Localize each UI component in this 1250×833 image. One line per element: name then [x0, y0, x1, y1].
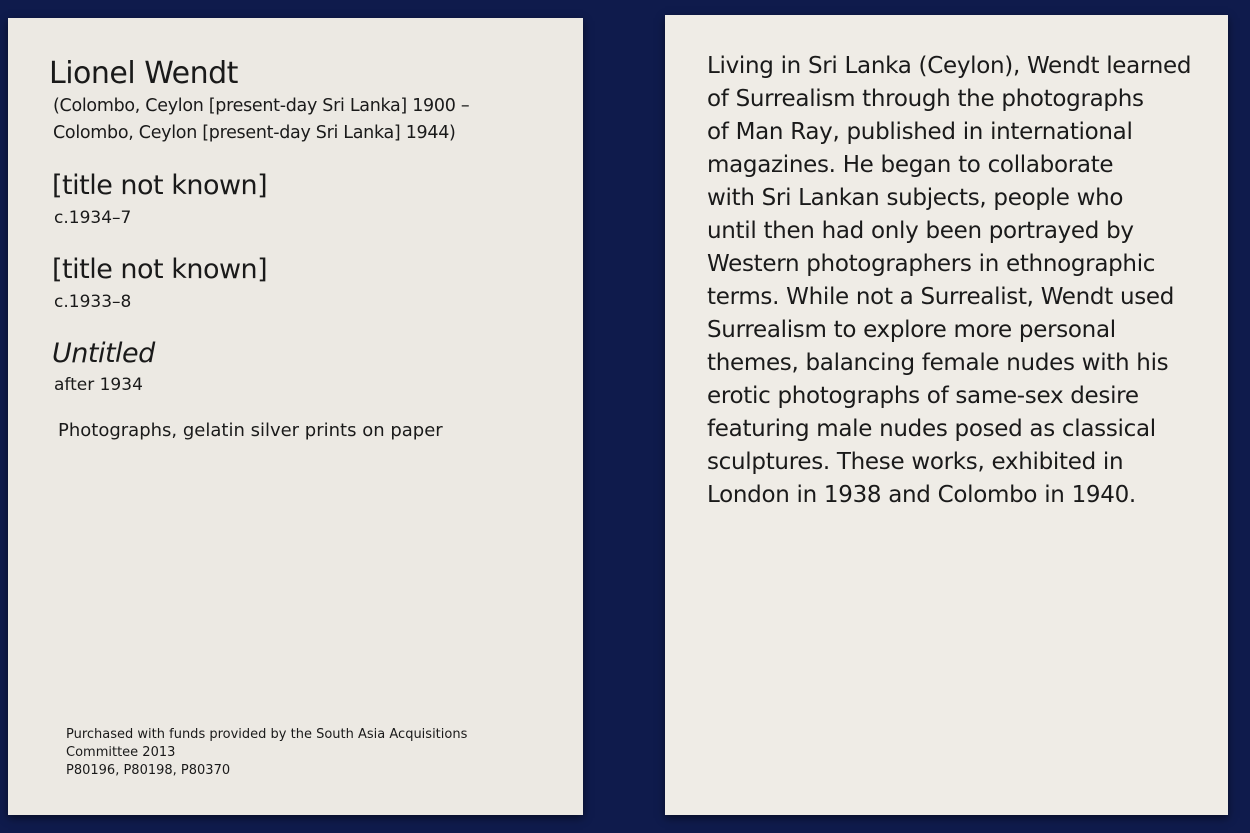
- artist-life-line: (Colombo, Ceylon [present-day Sri Lanka] 1900 –: [53, 96, 470, 116]
- body-text-line: of Man Ray, published in international: [707, 119, 1133, 145]
- credit-line: Purchased with funds provided by the South Asia Acquisitions: [66, 727, 468, 742]
- work-title: Untitled: [52, 338, 155, 369]
- work-date: c.1933–8: [54, 292, 132, 312]
- body-text-line: Living in Sri Lanka (Ceylon), Wendt learned: [707, 53, 1192, 79]
- interpretive-text-card: [665, 15, 1228, 815]
- body-text-line: erotic photographs of same-sex desire: [707, 383, 1139, 409]
- artwork-label-card: [8, 18, 583, 815]
- body-text-line: Surrealism to explore more personal: [707, 317, 1116, 343]
- body-text-line: featuring male nudes posed as classical: [707, 416, 1156, 442]
- body-text-line: London in 1938 and Colombo in 1940.: [707, 482, 1136, 508]
- work-title: [title not known]: [52, 170, 268, 201]
- body-text-line: themes, balancing female nudes with his: [707, 350, 1169, 376]
- accession-numbers: P80196, P80198, P80370: [66, 763, 231, 778]
- work-date: c.1934–7: [54, 208, 132, 228]
- body-text-line: sculptures. These works, exhibited in: [707, 449, 1124, 475]
- work-date: after 1934: [54, 375, 143, 395]
- body-text-line: magazines. He began to collaborate: [707, 152, 1114, 178]
- credit-line: Committee 2013: [66, 745, 176, 760]
- body-text-line: with Sri Lankan subjects, people who: [707, 185, 1124, 211]
- medium: Photographs, gelatin silver prints on paper: [58, 420, 443, 441]
- artist-name: Lionel Wendt: [49, 56, 238, 91]
- body-text-line: until then had only been portrayed by: [707, 218, 1134, 244]
- work-title: [title not known]: [52, 254, 268, 285]
- artist-life-line: Colombo, Ceylon [present-day Sri Lanka] 1944): [53, 123, 456, 143]
- body-text-line: terms. While not a Surrealist, Wendt used: [707, 284, 1175, 310]
- body-text-line: Western photographers in ethnographic: [707, 251, 1156, 277]
- body-text-line: of Surrealism through the photographs: [707, 86, 1144, 112]
